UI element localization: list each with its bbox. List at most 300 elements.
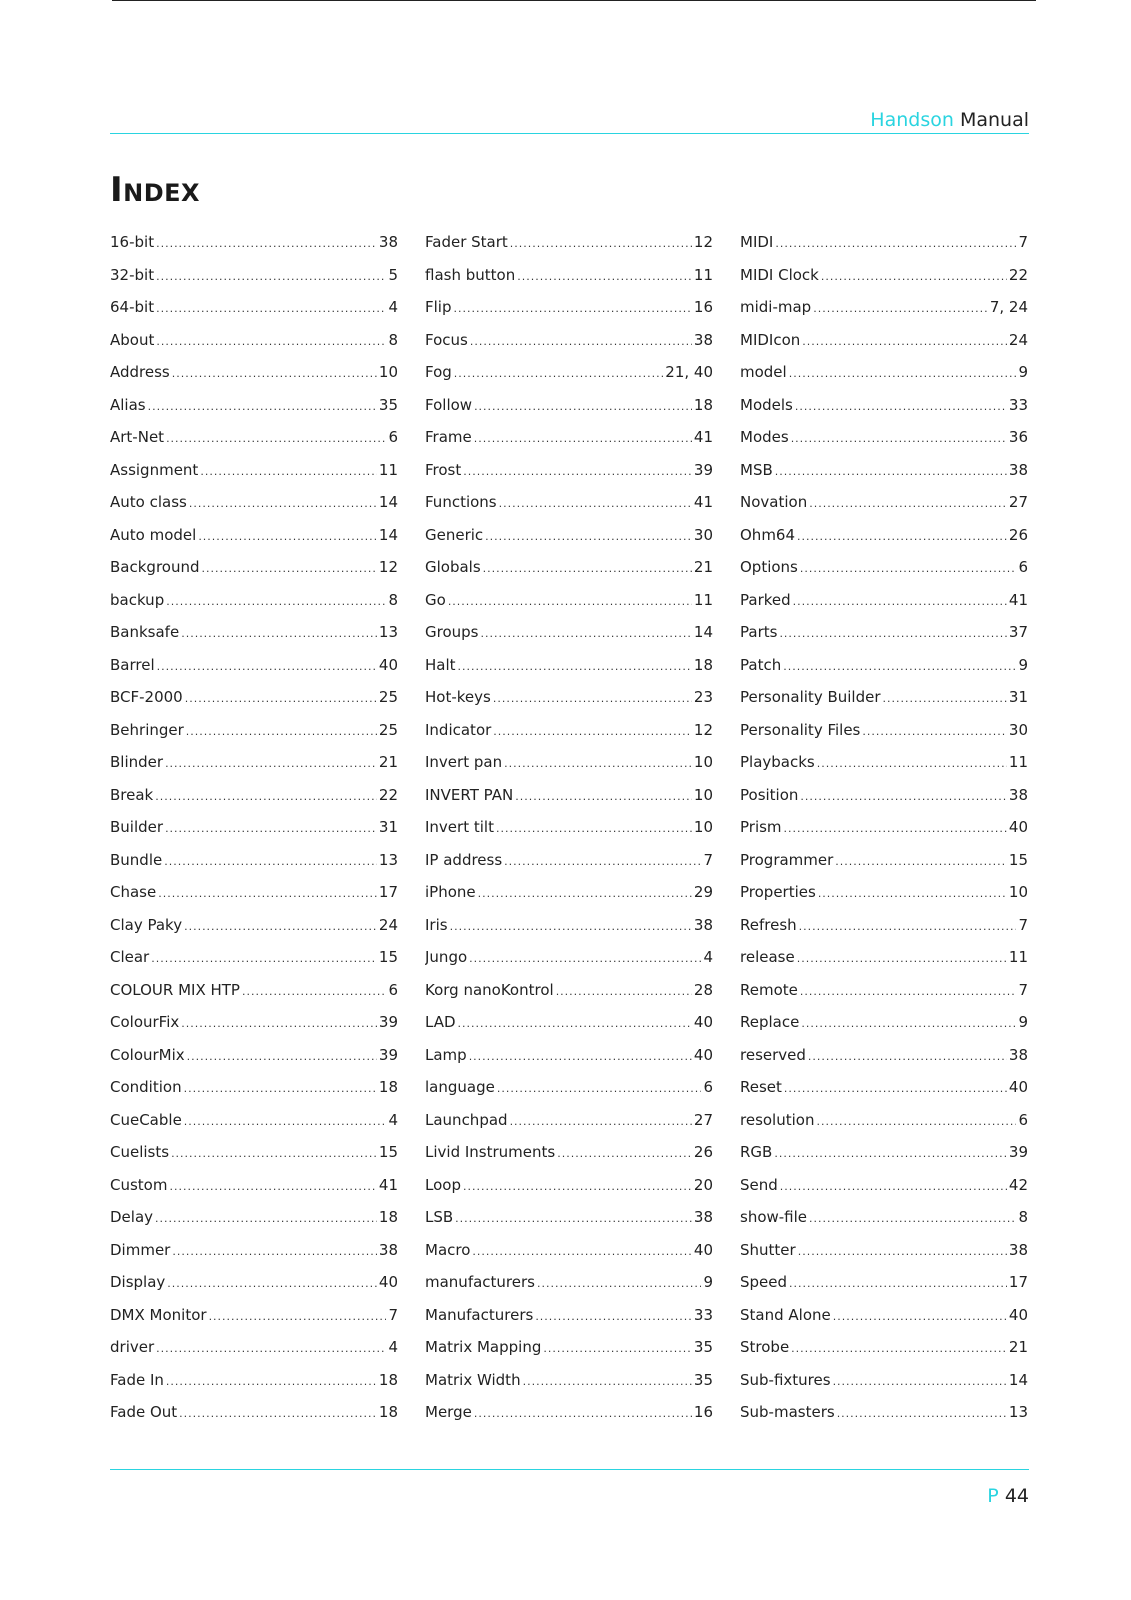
index-page-number: 38: [378, 233, 398, 251]
index-term: Models: [740, 395, 793, 414]
index-term: Manufacturers: [425, 1305, 534, 1324]
index-page-number: 25: [378, 720, 398, 739]
index-page-number: 28: [693, 980, 713, 999]
leader-dots: [480, 625, 691, 643]
leader-dots: [200, 463, 377, 481]
index-term: Chase: [110, 883, 157, 901]
index-page-number: 6: [1018, 558, 1028, 576]
leader-dots: [800, 788, 1007, 806]
index-entry: [425, 1338, 713, 1371]
leader-dots: [165, 820, 377, 838]
index-term: 64-bit: [110, 298, 155, 316]
index-entry: [425, 1208, 713, 1241]
leader-dots: [172, 365, 377, 383]
index-entry: [110, 786, 398, 819]
index-entry: [110, 363, 398, 396]
leader-dots: [557, 1145, 692, 1163]
index-entry: [740, 1306, 1028, 1339]
index-entry: [740, 461, 1028, 494]
index-page-number: 41: [693, 493, 713, 511]
index-entry: [110, 1403, 398, 1436]
index-term: Background: [110, 558, 200, 576]
index-page-number: 16: [693, 298, 713, 316]
leader-dots: [837, 1405, 1007, 1423]
index-entry: [425, 883, 713, 916]
index-term: Strobe: [740, 1338, 790, 1356]
index-entry: [110, 331, 398, 364]
index-entry: [110, 1371, 398, 1404]
index-page-number: 15: [378, 948, 398, 966]
index-term: Prism: [740, 818, 782, 836]
index-entry: [425, 233, 713, 266]
leader-dots: [450, 918, 692, 936]
index-entry: [110, 558, 398, 591]
leader-dots: [458, 1015, 692, 1033]
index-entry: [110, 1241, 398, 1274]
leader-dots: [171, 1145, 377, 1163]
index-term: Address: [110, 363, 170, 381]
index-page-number: 10: [693, 818, 713, 836]
index-term: Custom: [110, 1175, 168, 1194]
index-term: Invert tilt: [425, 818, 494, 836]
index-term: COLOUR MIX HTP: [110, 980, 240, 999]
index-page-number: 4: [388, 1338, 398, 1356]
index-entry: [740, 1338, 1028, 1371]
leader-dots: [833, 1373, 1007, 1391]
index-term: Auto model: [110, 525, 197, 544]
leader-dots: [184, 1080, 377, 1098]
index-entry: [425, 1078, 713, 1111]
index-page-number: 38: [693, 915, 713, 934]
leader-dots: [474, 1405, 692, 1423]
index-page-number: 38: [1008, 460, 1028, 479]
leader-dots: [809, 495, 1007, 513]
index-entry: [110, 1176, 398, 1209]
leader-dots: [800, 560, 1017, 578]
index-page-number: 38: [378, 1240, 398, 1259]
index-entry: [110, 428, 398, 461]
index-entry: [425, 916, 713, 949]
index-page-number: 24: [1008, 330, 1028, 349]
index-term: Modes: [740, 428, 789, 446]
leader-dots: [454, 365, 663, 383]
index-page-number: 9: [703, 1273, 713, 1291]
index-term: Halt: [425, 655, 456, 674]
index-page-number: 41: [378, 1175, 398, 1194]
leader-dots: [157, 658, 377, 676]
index-column-2: [425, 233, 713, 1436]
leader-dots: [883, 690, 1007, 708]
index-term: RGB: [740, 1143, 773, 1161]
index-entry: [110, 1143, 398, 1176]
leader-dots: [158, 885, 377, 903]
index-term: Livid Instruments: [425, 1143, 556, 1161]
index-page-number: 18: [693, 395, 713, 414]
index-entry: [425, 1046, 713, 1079]
index-page-number: 30: [1008, 720, 1028, 739]
index-term: driver: [110, 1338, 155, 1356]
leader-dots: [510, 235, 692, 253]
index-term: midi-map: [740, 298, 812, 316]
index-page-number: 21: [693, 558, 713, 576]
index-term: Focus: [425, 330, 468, 349]
index-entry: [110, 916, 398, 949]
index-entry: [425, 396, 713, 429]
index-page-number: 39: [1008, 1143, 1028, 1161]
index-page-number: 39: [693, 460, 713, 479]
index-term: Alias: [110, 395, 146, 414]
index-term: Playbacks: [740, 753, 815, 771]
index-entry: [740, 688, 1028, 721]
index-term: Remote: [740, 980, 798, 999]
leader-dots: [789, 365, 1017, 383]
index-entry: [110, 948, 398, 981]
index-term: MSB: [740, 460, 773, 479]
index-term: Send: [740, 1175, 778, 1194]
leader-dots: [808, 1048, 1007, 1066]
footer-page-number: 44: [1004, 1485, 1029, 1507]
leader-dots: [535, 1308, 692, 1326]
leader-dots: [156, 268, 386, 286]
index-entry: [740, 266, 1028, 299]
leader-dots: [166, 430, 386, 448]
index-term: INVERT PAN: [425, 785, 514, 804]
index-term: Behringer: [110, 720, 184, 739]
index-entry: [740, 753, 1028, 786]
index-page-number: 15: [378, 1143, 398, 1161]
index-entry: [110, 623, 398, 656]
index-page-number: 14: [1008, 1370, 1028, 1389]
leader-dots: [793, 593, 1007, 611]
index-entry: [425, 298, 713, 331]
index-entry: [425, 1013, 713, 1046]
index-term: model: [740, 363, 787, 381]
leader-dots: [504, 755, 692, 773]
index-page-number: 6: [388, 428, 398, 446]
index-page-number: 38: [693, 1208, 713, 1226]
index-term: Speed: [740, 1273, 788, 1291]
leader-dots: [474, 430, 692, 448]
leader-dots: [543, 1340, 692, 1358]
index-term: Reset: [740, 1078, 782, 1096]
index-term: Invert pan: [425, 753, 503, 771]
index-entry: [740, 396, 1028, 429]
index-term: Assignment: [110, 460, 199, 479]
index-page-number: 17: [378, 883, 398, 901]
index-page-number: 6: [1018, 1110, 1028, 1129]
leader-dots: [453, 300, 691, 318]
index-term: Banksafe: [110, 623, 180, 641]
index-term: Lamp: [425, 1045, 467, 1064]
index-entry: [110, 656, 398, 689]
leader-dots: [523, 1373, 692, 1391]
index-page-number: 16: [693, 1403, 713, 1421]
index-term: Hot-keys: [425, 688, 491, 706]
index-entry: [110, 1078, 398, 1111]
index-term: Bundle: [110, 850, 163, 869]
index-page-number: 10: [1008, 883, 1028, 901]
index-entry: [110, 396, 398, 429]
index-term: CueCable: [110, 1110, 182, 1129]
leader-dots: [463, 1178, 692, 1196]
leader-dots: [181, 1015, 377, 1033]
index-term: resolution: [740, 1110, 815, 1129]
index-entry: [740, 1013, 1028, 1046]
index-term: Builder: [110, 818, 164, 836]
leader-dots: [499, 495, 692, 513]
index-entry: [740, 493, 1028, 526]
index-page-number: 21: [378, 753, 398, 771]
index-page-number: 10: [693, 785, 713, 804]
leader-dots: [789, 1275, 1007, 1293]
index-entry: [110, 1046, 398, 1079]
index-entry: [740, 623, 1028, 656]
index-term: Flip: [425, 298, 452, 316]
index-page-number: 35: [693, 1338, 713, 1356]
leader-dots: [202, 560, 377, 578]
index-entry: [740, 948, 1028, 981]
index-column-3: [740, 233, 1028, 1436]
index-term: Auto class: [110, 493, 187, 511]
index-entry: [740, 1176, 1028, 1209]
index-page-number: 8: [1018, 1208, 1028, 1226]
leader-dots: [504, 853, 701, 871]
index-entry: [740, 786, 1028, 819]
index-page-number: 27: [1008, 493, 1028, 511]
index-term: Launchpad: [425, 1110, 508, 1129]
index-entry: [425, 591, 713, 624]
leader-dots: [156, 1340, 386, 1358]
header-doc-label: Manual: [959, 109, 1029, 131]
index-page-number: 11: [693, 590, 713, 609]
index-term: Groups: [425, 623, 479, 641]
index-entry: [740, 1046, 1028, 1079]
index-page-number: 8: [388, 590, 398, 609]
index-term: Loop: [425, 1175, 461, 1194]
index-page-number: 38: [693, 330, 713, 349]
leader-dots: [537, 1275, 701, 1293]
index-entry: [740, 883, 1028, 916]
index-entry: [425, 753, 713, 786]
leader-dots: [166, 1373, 377, 1391]
index-term: Matrix Mapping: [425, 1338, 542, 1356]
index-page-number: 18: [693, 655, 713, 674]
index-term: Refresh: [740, 915, 797, 934]
index-entry: [740, 298, 1028, 331]
leader-dots: [448, 593, 692, 611]
index-page-number: 41: [693, 428, 713, 446]
leader-dots: [478, 885, 692, 903]
index-page-number: 40: [378, 1273, 398, 1291]
leader-dots: [821, 268, 1007, 286]
index-entry: [425, 688, 713, 721]
index-entry: [425, 461, 713, 494]
index-entry: [740, 1371, 1028, 1404]
leader-dots: [189, 495, 377, 513]
index-page-number: 7: [1018, 915, 1028, 934]
index-entry: [425, 558, 713, 591]
index-page-number: 7: [1018, 233, 1028, 251]
index-entry: [110, 981, 398, 1014]
index-term: show-file: [740, 1208, 808, 1226]
index-term: Stand Alone: [740, 1305, 831, 1324]
index-term: Personality Files: [740, 720, 861, 739]
index-entry: [425, 493, 713, 526]
leader-dots: [496, 820, 692, 838]
index-page-number: 40: [1008, 818, 1028, 836]
index-page-number: 14: [693, 623, 713, 641]
index-entry: [110, 721, 398, 754]
leader-dots: [151, 950, 377, 968]
index-term: manufacturers: [425, 1273, 535, 1291]
leader-dots: [156, 235, 377, 253]
index-term: Follow: [425, 395, 473, 414]
leader-dots: [472, 1243, 692, 1261]
leader-dots: [795, 398, 1007, 416]
index-term: Jungo: [425, 948, 468, 966]
index-page-number: 22: [1008, 265, 1028, 284]
index-entry: [425, 981, 713, 1014]
leader-dots: [802, 333, 1007, 351]
index-page-number: 13: [1008, 1403, 1028, 1421]
index-entry: [110, 1111, 398, 1144]
index-entry: [110, 688, 398, 721]
leader-dots: [791, 430, 1007, 448]
index-term: Functions: [425, 493, 497, 511]
page-header: [110, 108, 1029, 132]
index-term: LAD: [425, 1013, 456, 1031]
index-term: Programmer: [740, 850, 834, 869]
index-page-number: 37: [1008, 623, 1028, 641]
index-term: Novation: [740, 493, 808, 511]
index-term: Blinder: [110, 753, 164, 771]
index-page-number: 10: [693, 753, 713, 771]
index-term: iPhone: [425, 883, 476, 901]
index-term: Merge: [425, 1403, 472, 1421]
index-entry: [740, 1241, 1028, 1274]
index-entry: [740, 656, 1028, 689]
index-page-number: 7: [703, 850, 713, 869]
index-term: ColourMix: [110, 1045, 185, 1064]
leader-dots: [474, 398, 692, 416]
index-entry: [425, 851, 713, 884]
leader-dots: [184, 918, 377, 936]
leader-dots: [483, 560, 692, 578]
index-term: Sub-masters: [740, 1403, 835, 1421]
index-term: LSB: [425, 1208, 454, 1226]
page-title: Index: [110, 170, 201, 210]
index-term: Replace: [740, 1013, 800, 1031]
leader-dots: [179, 1405, 377, 1423]
index-entry: [740, 1078, 1028, 1111]
leader-dots: [493, 690, 692, 708]
index-term: Parked: [740, 590, 791, 609]
index-page-number: 15: [1008, 850, 1028, 869]
index-term: reserved: [740, 1045, 806, 1064]
index-entry: [425, 1143, 713, 1176]
index-entry: [740, 558, 1028, 591]
footer-rule: [110, 1469, 1029, 1470]
index-entry: [425, 1241, 713, 1274]
index-entry: [110, 1208, 398, 1241]
index-page-number: 12: [693, 233, 713, 251]
index-entry: [110, 1306, 398, 1339]
index-page-number: 40: [693, 1240, 713, 1259]
index-term: Sub-fixtures: [740, 1370, 831, 1389]
index-page-number: 40: [693, 1013, 713, 1031]
leader-dots: [791, 1340, 1007, 1358]
index-term: Delay: [110, 1208, 154, 1226]
index-page-number: 14: [378, 525, 398, 544]
leader-dots: [783, 658, 1016, 676]
leader-dots: [833, 1308, 1007, 1326]
index-term: Condition: [110, 1078, 182, 1096]
index-term: Break: [110, 785, 154, 804]
leader-dots: [774, 1145, 1007, 1163]
index-term: ColourFix: [110, 1013, 180, 1031]
index-term: DMX Monitor: [110, 1305, 207, 1324]
index-term: Parts: [740, 623, 778, 641]
index-page-number: 12: [378, 558, 398, 576]
leader-dots: [817, 755, 1007, 773]
leader-dots: [493, 723, 692, 741]
index-entry: [110, 233, 398, 266]
leader-dots: [510, 1113, 692, 1131]
footer-page-prefix: P: [987, 1485, 999, 1507]
index-page-number: 24: [378, 915, 398, 934]
index-page-number: 9: [1018, 1013, 1028, 1031]
index-entry: [425, 721, 713, 754]
index-page-number: 7: [388, 1305, 398, 1324]
leader-dots: [809, 1210, 1016, 1228]
index-entry: [425, 948, 713, 981]
index-page-number: 8: [388, 330, 398, 349]
leader-dots: [164, 853, 377, 871]
leader-dots: [799, 918, 1017, 936]
index-entry: [425, 363, 713, 396]
index-term: Personality Builder: [740, 688, 881, 706]
index-term: Go: [425, 590, 446, 609]
index-entry: [740, 818, 1028, 851]
index-entry: [425, 1111, 713, 1144]
leader-dots: [813, 300, 988, 318]
index-term: 32-bit: [110, 265, 155, 284]
index-term: Barrel: [110, 655, 155, 674]
index-page-number: 26: [1008, 525, 1028, 544]
leader-dots: [458, 658, 692, 676]
index-entry: [740, 363, 1028, 396]
leader-dots: [800, 983, 1017, 1001]
index-entry: [740, 1111, 1028, 1144]
index-term: MIDI Clock: [740, 265, 819, 284]
leader-dots: [515, 788, 692, 806]
index-page-number: 35: [693, 1370, 713, 1389]
index-entry: [740, 526, 1028, 559]
leader-dots: [185, 690, 377, 708]
leader-dots: [797, 528, 1007, 546]
leader-dots: [470, 333, 692, 351]
index-page-number: 30: [693, 525, 713, 544]
index-term: Frame: [425, 428, 472, 446]
leader-dots: [463, 463, 692, 481]
index-entry: [740, 1208, 1028, 1241]
index-entry: [110, 1013, 398, 1046]
index-term: language: [425, 1078, 495, 1096]
index-term: 16-bit: [110, 233, 155, 251]
index-page-number: 18: [378, 1078, 398, 1096]
index-entry: [110, 493, 398, 526]
index-entry: [425, 331, 713, 364]
